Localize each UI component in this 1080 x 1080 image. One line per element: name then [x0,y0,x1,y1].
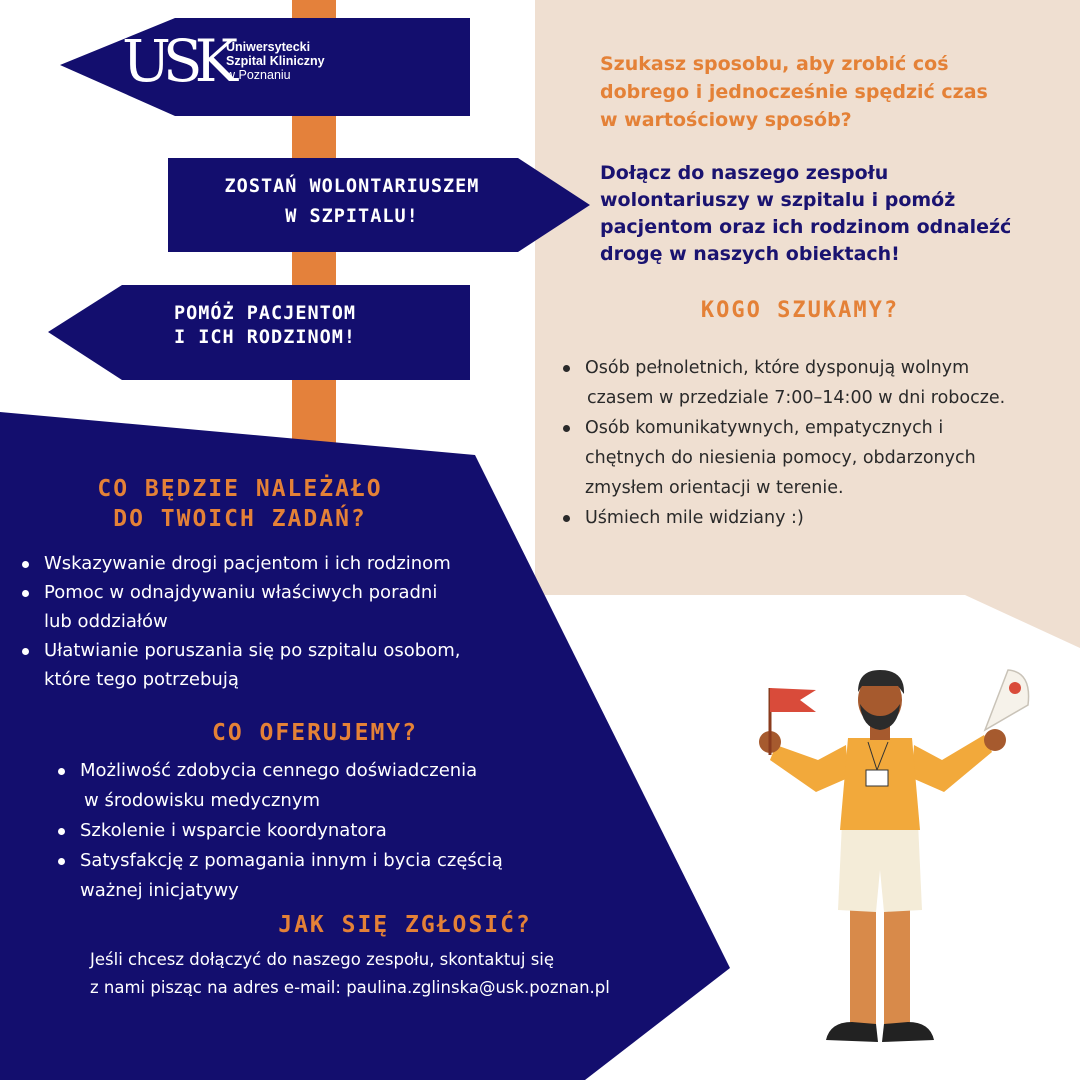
megaphone-inner [1009,682,1021,694]
intro-question [600,50,1060,134]
offer-item-3-line-1: Satysfakcję z pomagania innym i bycia częścią [80,850,503,871]
tasks-heading [40,474,440,534]
apply-text-line-2: z nami pisząc na adres e-mail: paulina.zglinska@usk.poznan.pl [90,978,610,997]
volunteer-sign-line-1: ZOSTAŃ WOLONTARIUSZEM [224,176,480,197]
right-arm [912,735,992,792]
tasks-heading-line-1: CO BĘDZIE NALEŻAŁO [97,476,383,502]
right-shoe [882,1022,934,1042]
tasks-item-1-line-1: Wskazywanie drogi pacjentom i ich rodzinom [44,553,451,574]
intro-join-line-1: Dołącz do naszego zespołu [600,162,889,184]
offer-item-2-line-1: Szkolenie i wsparcie koordynatora [80,820,387,841]
tasks-item-3-line-2: które tego potrzebują [44,669,239,690]
offer-item-3-line-2: ważnej inicjatywy [80,880,239,901]
left-shoe [826,1022,878,1042]
help-sign-line-1: POMÓŻ PACJENTOM [173,303,357,324]
tasks-item-2-line-2: lub oddziałów [44,611,168,632]
list-item [22,636,542,694]
logo-line-2: Szpital Kliniczny [226,54,325,68]
logo-line-3: w Poznaniu [226,68,291,82]
list-item [58,816,578,846]
list-item [58,846,578,906]
tasks-item-3-line-1: Ułatwianie poruszania się po szpitalu osobom, [44,640,461,661]
right-hand [984,729,1006,751]
offer-item-1-line-1: Możliwość zdobycia cennego doświadczenia [80,760,478,781]
volunteer-sign-text [172,172,532,232]
kogo-item-2-line-1: Osób komunikatywnych, empatycznych i [585,418,944,438]
tasks-heading-line-2: DO TWOICH ZADAŃ? [113,506,367,532]
intro-join-line-3: pacjentom oraz ich rodzinom odnaleźć [600,216,1012,238]
intro-question-line-1: Szukasz sposobu, aby zrobić coś [600,53,949,75]
apply-text [90,946,710,1002]
intro-question-line-2: dobrego i jednocześnie spędzić czas [600,81,988,103]
apply-text-line-1: Jeśli chcesz dołączyć do naszego zespołu, skontaktuj się [90,950,555,969]
intro-join [600,160,1070,268]
right-leg [884,900,910,1030]
intro-join-line-4: drogę w naszych obiektach! [600,243,900,265]
kogo-heading: KOGO SZUKAMY? [700,298,900,323]
volunteer-figure [740,650,1040,1050]
left-arm [770,745,848,792]
kogo-item-2-line-2: chętnych do niesienia pomocy, obdarzonych [585,448,976,468]
usk-logo [122,28,362,98]
help-sign-line-2: I ICH RODZINOM! [173,327,357,348]
kogo-item-3-line-1: Uśmiech mile widziany :) [585,508,804,528]
tasks-list [22,549,542,694]
list-item [563,503,1063,533]
list-item [22,549,542,578]
list-item [563,353,1063,413]
left-leg [850,900,876,1030]
logo-mark: USK [122,27,230,95]
list-item [58,756,578,816]
logo-line-1: Uniwersytecki [226,40,311,54]
offer-heading: CO OFERUJEMY? [211,720,418,746]
kogo-item-2-line-3: zmysłem orientacji w terenie. [585,478,844,498]
tasks-item-2-line-1: Pomoc w odnajdywaniu właściwych poradni [44,582,438,603]
kogo-item-1-line-2: czasem w przedziale 7:00–14:00 w dni robocze. [587,388,1006,408]
help-sign-text [120,302,410,350]
list-item [22,578,542,636]
offer-item-1-line-2: w środowisku medycznym [84,790,321,811]
offer-list [58,756,578,906]
kogo-list [563,353,1063,533]
flag-icon [770,688,816,712]
megaphone-icon [985,670,1029,730]
intro-join-line-2: wolontariuszy w szpitalu i pomóż [600,189,956,211]
apply-heading: JAK SIĘ ZGŁOSIĆ? [278,912,532,938]
volunteer-sign-line-2: W SZPITALU! [285,206,419,227]
list-item [563,413,1063,503]
id-badge [866,770,888,786]
logo-text [226,40,325,82]
kogo-item-1-line-1: Osób pełnoletnich, które dysponują wolnym [585,358,970,378]
shorts [838,822,922,912]
intro-question-line-3: w wartościowy sposób? [600,109,852,131]
